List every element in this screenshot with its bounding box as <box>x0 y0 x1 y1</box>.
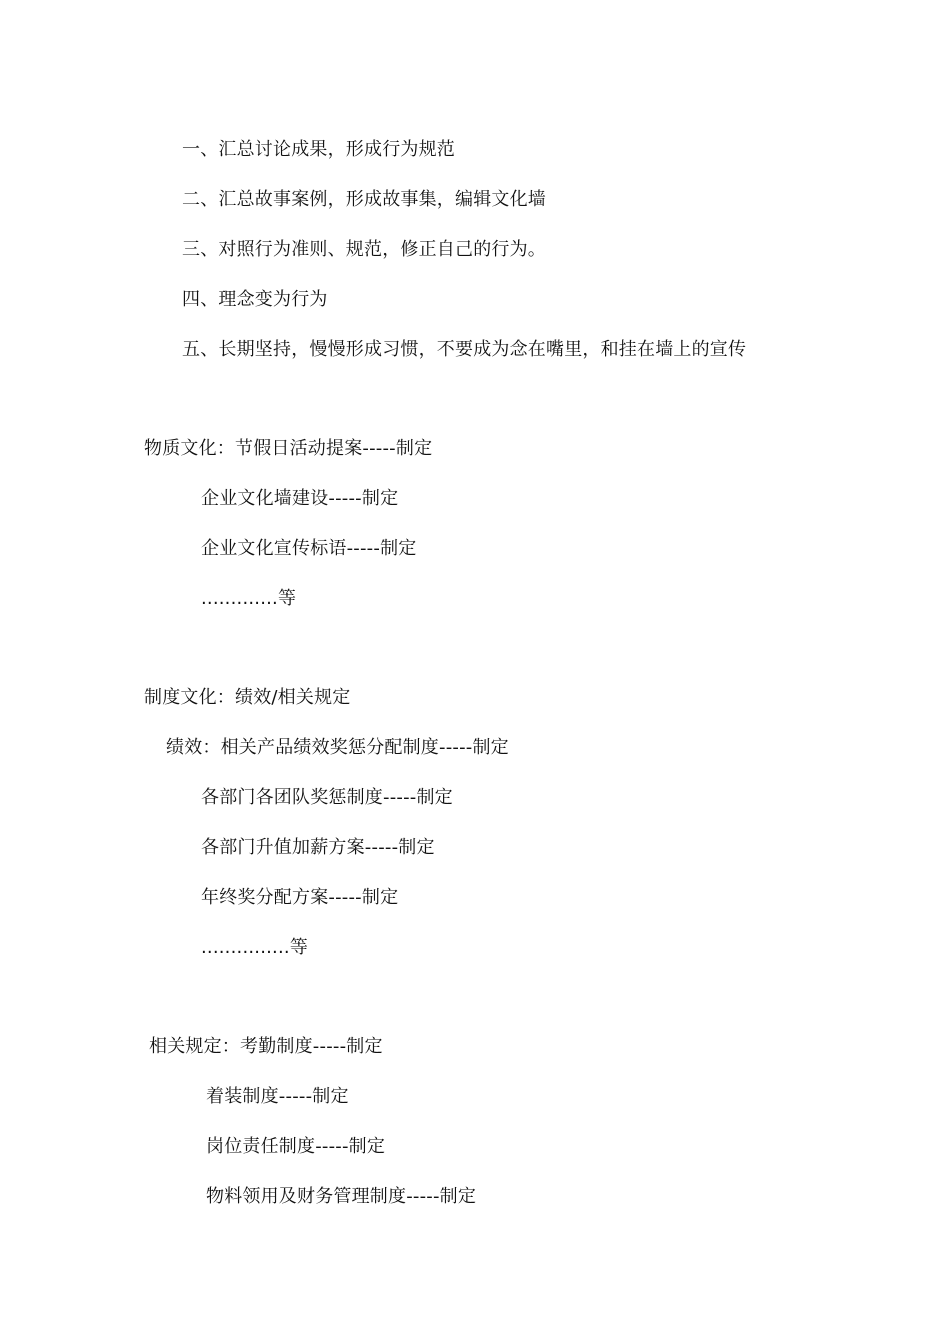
regulations-item: 着装制度-----制定 <box>206 1086 349 1107</box>
performance-item: 各部门各团队奖惩制度-----制定 <box>201 787 453 808</box>
performance-heading: 绩效：相关产品绩效奖惩分配制度-----制定 <box>166 737 509 758</box>
material-culture-item: 企业文化墙建设-----制定 <box>201 488 399 509</box>
performance-item: 年终奖分配方案-----制定 <box>201 887 399 908</box>
regulations-heading: 相关规定：考勤制度-----制定 <box>149 1036 383 1057</box>
performance-item: 各部门升值加薪方案-----制定 <box>201 837 435 858</box>
step-2: 二、汇总故事案例，形成故事集，编辑文化墙 <box>182 189 546 210</box>
material-culture-heading: 物质文化：节假日活动提案-----制定 <box>144 438 433 459</box>
step-3: 三、对照行为准则、规范，修正自己的行为。 <box>182 239 546 260</box>
step-1: 一、汇总讨论成果，形成行为规范 <box>182 139 455 160</box>
material-culture-item: .............等 <box>201 588 297 609</box>
performance-item: ...............等 <box>201 937 309 958</box>
regulations-item: 岗位责任制度-----制定 <box>206 1136 386 1157</box>
step-4: 四、理念变为行为 <box>182 289 328 310</box>
regulations-item: 物料领用及财务管理制度-----制定 <box>206 1186 477 1207</box>
material-culture-item: 企业文化宣传标语-----制定 <box>201 538 417 559</box>
system-culture-heading: 制度文化：绩效/相关规定 <box>144 687 351 708</box>
step-5: 五、长期坚持，慢慢形成习惯，不要成为念在嘴里，和挂在墙上的宣传 <box>182 339 747 360</box>
